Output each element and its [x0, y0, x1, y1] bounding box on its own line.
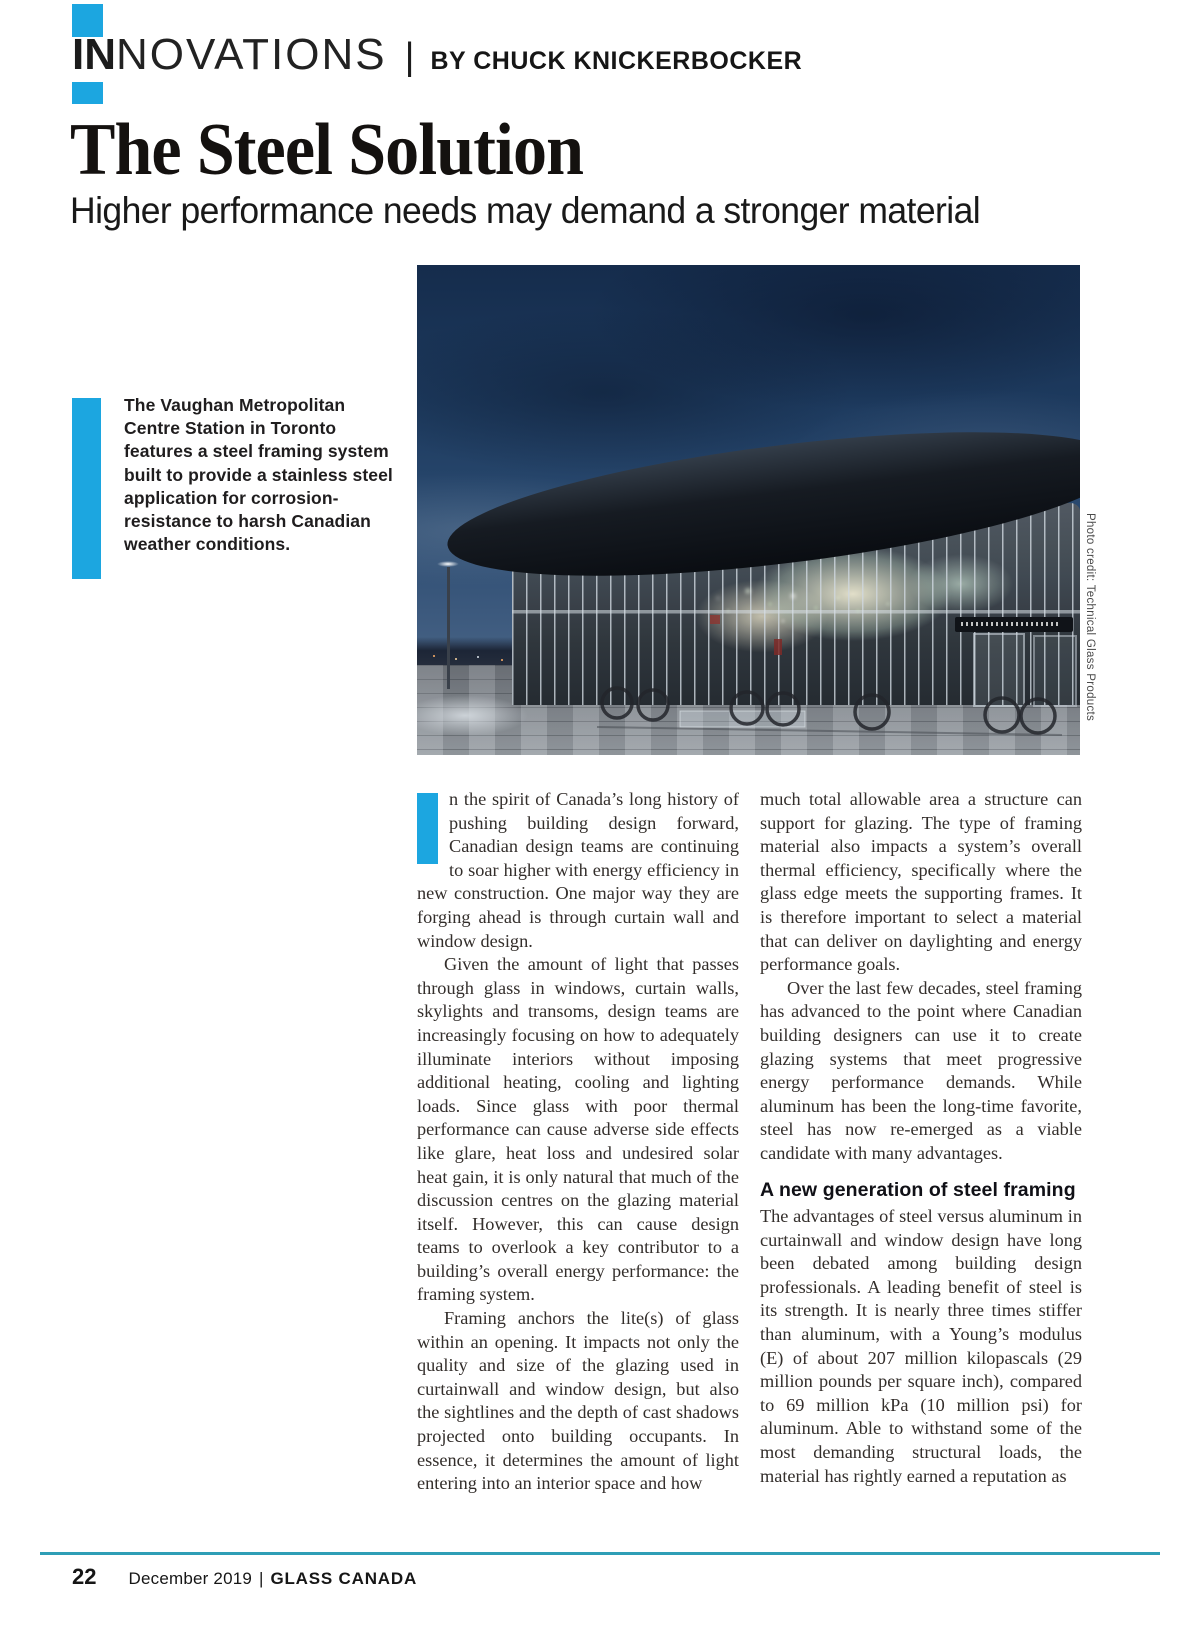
masthead-brand-rest: NOVATIONS: [116, 30, 387, 79]
masthead-square-bottom: [72, 82, 103, 104]
caption-accent-bar: [72, 398, 101, 579]
station-photo: [417, 265, 1080, 755]
paragraph: Given the amount of light that passes through glass in windows, curtain walls, skylights and transoms, design teams are increasingly focusing on how to adequately illuminate interiors without imposing additional heating, cooling and lighting loads. Since glass with poor thermal performance can cause adverse side effects like glare, heat loss and undesired solar heat gain, it is only natural that much of the discussion centres on the glazing material itself. However, this can cause design teams to overlook a key contributor to a building’s overall energy performance: the framing system.: [417, 954, 739, 1305]
photo-bike-racks: [417, 265, 1080, 755]
masthead: [72, 30, 802, 80]
photo-caption: The Vaughan Metropolitan Centre Station in Toronto features a steel framing system built to provide a stainless steel application for corrosion-resistance to harsh Canadian weather conditions.: [124, 395, 393, 555]
paragraph-text: n the spirit of Canada’s long history of pushing building design forward, Canadian design teams are continuing to soar higher with energy efficiency in new construction. One major way they are forging ahead is through curtain wall and window design.: [417, 789, 739, 951]
masthead-byline: BY CHUCK KNICKERBOCKER: [430, 47, 803, 75]
paragraph: much total allowable area a structure can support for glazing. The type of framing material also impacts a system’s overall thermal efficiency, specifically where the glass edge meets the supporting frames. It is therefore important to select a material that can deliver on daylighting and energy performance goals.: [760, 789, 1082, 975]
body-column-2: [760, 788, 1082, 1488]
paragraph: [417, 788, 739, 953]
masthead-brand-bold: IN: [72, 30, 116, 79]
footer-issue: December 2019: [128, 1569, 253, 1588]
footer-rule: [40, 1552, 1160, 1555]
section-heading: A new generation of steel framing: [760, 1178, 1076, 1201]
paragraph: The advantages of steel versus aluminum in curtainwall and window design have long been debated among building design professionals. A leading benefit of steel is its strength. It is nearly three times stiffer than aluminum, with a Young’s modulus (E) of about 207 million kilopascals (29 million pounds per square inch), compared to 69 million kPa (10 million psi) for aluminum. Able to withstand some of the most demanding structural loads, the material has rightly earned a reputation as: [760, 1206, 1082, 1486]
footer-divider: |: [259, 1569, 264, 1588]
dropcap-letter: [417, 793, 438, 864]
article-title: The Steel Solution: [70, 109, 584, 191]
photo-credit: Photo credit: Technical Glass Products: [1084, 513, 1096, 722]
page-number: 22: [72, 1564, 97, 1589]
body-column-1: [417, 788, 739, 1496]
article-subtitle: Higher performance needs may demand a stronger material: [70, 190, 981, 231]
paragraph: Framing anchors the lite(s) of glass within an opening. It impacts not only the quality and size of the glazing used in curtainwall and window design, but also the sightlines and the depth of cast shadows projected onto building occupants. In essence, it determines the amount of light entering into an interior space and how: [417, 1308, 739, 1494]
paragraph: Over the last few decades, steel framing has advanced to the point where Canadian building designers can use it to create glazing systems that meet progressive energy performance demands. While aluminum has been the long-time favorite, steel has now re-emerged as a viable candidate with many advantages.: [760, 977, 1082, 1163]
footer: [72, 1564, 417, 1590]
magazine-name: GLASS CANADA: [270, 1569, 418, 1588]
masthead-divider: |: [404, 36, 415, 78]
